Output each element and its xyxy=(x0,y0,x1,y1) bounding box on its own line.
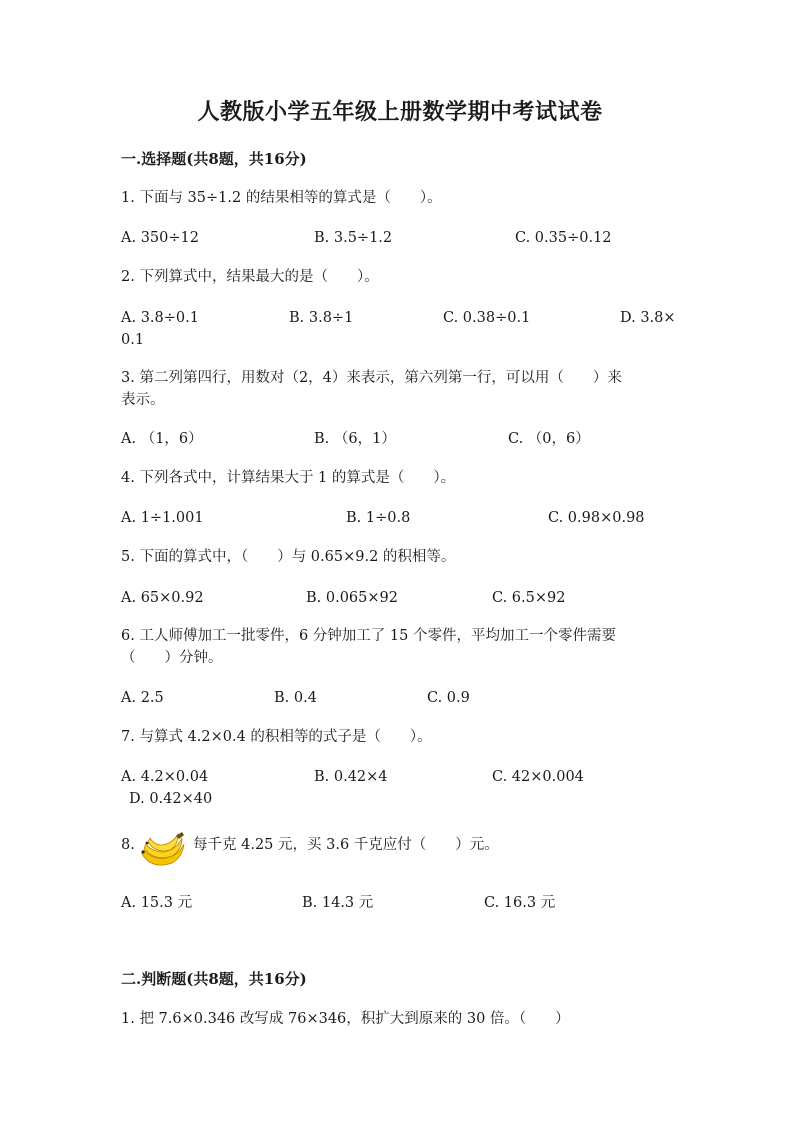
q7-option-d: D. 0.42×40 xyxy=(129,791,213,807)
question-6-text-cont: （ ）分钟。 xyxy=(121,650,223,666)
q5-option-b: B. 0.065×92 xyxy=(306,590,398,606)
question-2-text: 2. 下列算式中，结果最大的是（ ）。 xyxy=(121,269,379,285)
q4-option-a: A. 1÷1.001 xyxy=(121,510,204,526)
question-3-text-cont: 表示。 xyxy=(121,392,165,408)
q7-option-b: B. 0.42×4 xyxy=(314,769,388,785)
question-5-text: 5. 下面的算式中，（ ）与 0.65×9.2 的积相等。 xyxy=(121,549,456,565)
page-title: 人教版小学五年级上册数学期中考试试卷 xyxy=(197,99,603,125)
q5-option-c: C. 6.5×92 xyxy=(492,590,566,606)
q2-option-c: C. 0.38÷0.1 xyxy=(443,310,531,326)
q8-option-a: A. 15.3 元 xyxy=(121,895,193,911)
q7-option-a: A. 4.2×0.04 xyxy=(121,769,209,785)
q4-option-b: B. 1÷0.8 xyxy=(346,510,411,526)
q8-option-c: C. 16.3 元 xyxy=(484,895,556,911)
judgment-question-1-text: 1. 把 7.6×0.346 改写成 76×346，积扩大到原来的 30 倍。（ ） xyxy=(121,1011,570,1027)
q7-option-c: C. 42×0.004 xyxy=(492,769,584,785)
question-7-text: 7. 与算式 4.2×0.4 的积相等的式子是（ ）。 xyxy=(121,729,432,745)
q3-option-a: A. （1，6） xyxy=(121,431,203,447)
q1-option-c: C. 0.35÷0.12 xyxy=(515,230,612,246)
q4-option-c: C. 0.98×0.98 xyxy=(548,510,645,526)
q1-option-b: B. 3.5÷1.2 xyxy=(314,230,393,246)
section-heading-judgment: 二.判断题(共8题，共16分) xyxy=(121,970,307,988)
question-4-text: 4. 下列各式中，计算结果大于 1 的算式是（ ）。 xyxy=(121,470,456,486)
question-6-text: 6. 工人师傅加工一批零件，6 分钟加工了 15 个零件，平均加工一个零件需要 xyxy=(121,628,616,644)
q2-option-a: A. 3.8÷0.1 xyxy=(121,310,199,326)
q3-option-b: B. （6，1） xyxy=(314,431,396,447)
question-3-text: 3. 第二列第四行，用数对（2，4）来表示，第六列第一行，可以用（ ）来 xyxy=(121,370,622,386)
q5-option-a: A. 65×0.92 xyxy=(121,590,204,606)
section-heading-choice: 一.选择题(共8题，共16分) xyxy=(121,150,307,168)
question-8-text: 每千克 4.25 元，买 3.6 千克应付（ ）元。 xyxy=(193,837,499,853)
q2-option-b: B. 3.8÷1 xyxy=(289,310,354,326)
q8-option-b: B. 14.3 元 xyxy=(302,895,374,911)
question-1-text: 1. 下面与 35÷1.2 的结果相等的算式是（ ）。 xyxy=(121,190,442,206)
q6-option-c: C. 0.9 xyxy=(427,690,470,706)
q1-option-a: A. 350÷12 xyxy=(121,230,199,246)
q2-option-d: D. 3.8× xyxy=(620,310,676,326)
q6-option-b: B. 0.4 xyxy=(274,690,317,706)
q6-option-a: A. 2.5 xyxy=(121,690,164,706)
q2-option-d-cont: 0.1 xyxy=(121,332,145,348)
banana-icon xyxy=(138,830,188,872)
q3-option-c: C. （0，6） xyxy=(508,431,590,447)
question-8-number: 8. xyxy=(121,837,135,853)
